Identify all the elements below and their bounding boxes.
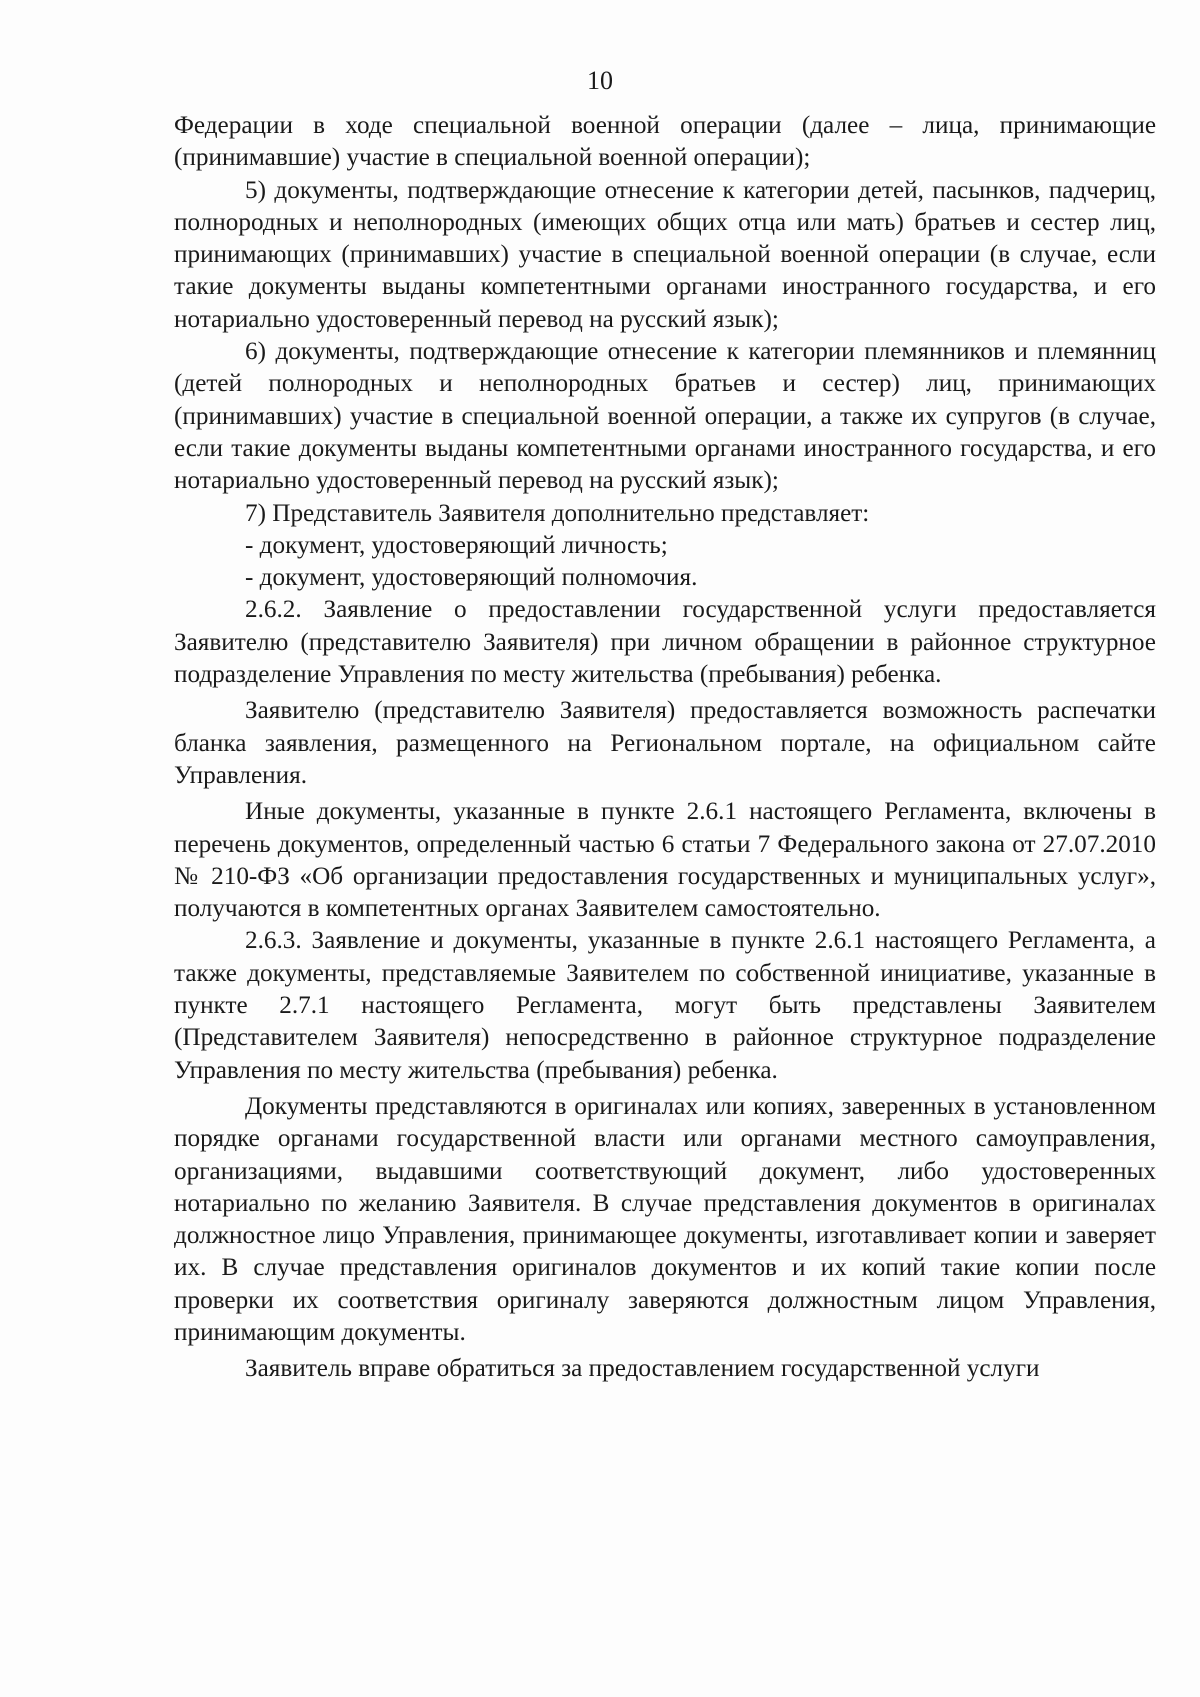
paragraph-2-6-2: 2.6.2. Заявление о предоставлении государственной услуги предоставляется Заявителю (представителю Заявителя) при личном обращении в районное структурное подразделение Управления по месту жительства (пребывания) ребенка.: [174, 596, 1156, 689]
paragraph-dash-identity: - документ, удостоверяющий личность;: [245, 531, 668, 559]
paragraph-dash-authority: - документ, удостоверяющий полномочия.: [245, 564, 698, 592]
paragraph-item-7: 7) Представитель Заявителя дополнительно представляет:: [245, 499, 870, 527]
document-body: [174, 110, 1156, 1386]
paragraph-originals-copies: Документы представляются в оригиналах или копиях, заверенных в установленном порядке органами государственной власти или органами местного самоуправления, организациями, выдавшими соответствующий документ, либо удостоверенных нотариально по желанию Заявителя. В случае представления документов в оригиналах должностное лицо Управления, принимающее документы, изготавливает копии и заверяет их. В случае представления оригиналов документов и их копий такие копии после проверки их соответствия оригиналу заверяются должностным лицом Управления, принимающим документы.: [174, 1092, 1156, 1346]
paragraph-other-documents: Иные документы, указанные в пункте 2.6.1 настоящего Регламента, включены в перечень документов, определенный частью 6 статьи 7 Федерального закона от 27.07.2010 № 210-ФЗ «Об организации предоставления государственных и муниципальных услуг», получаются в компетентных органах Заявителем самостоятельно.: [174, 798, 1156, 923]
paragraph-2-6-3: 2.6.3. Заявление и документы, указанные в пункте 2.6.1 настоящего Регламента, а также документы, представляемые Заявителем по собственной инициативе, указанные в пункте 2.7.1 настоящего Регламента, могут быть представлены Заявителем (Представителем Заявителя) непосредственно в районное структурное подразделение Управления по месту жительства (пребывания) ребенка.: [174, 927, 1156, 1084]
page-number: 10: [587, 66, 613, 95]
paragraph-applicant-right: Заявитель вправе обратиться за предоставлением государственной услуги: [245, 1355, 1040, 1383]
paragraph-blank-printing: Заявителю (представителю Заявителя) предоставляется возможность распечатки бланка заявления, размещенного на Региональном портале, на официальном сайте Управления.: [174, 697, 1156, 789]
paragraph-continuation: Федерации в ходе специальной военной операции (далее – лица, принимающие (принимавшие) участие в специальной военной операции);: [174, 112, 1156, 172]
paragraph-item-5: 5) документы, подтверждающие отнесение к категории детей, пасынков, падчериц, полнородных и неполнородных (имеющих общих отца или мать) братьев и сестер лиц, принимающих (принимавших) участие в специальной военной операции (в случае, если такие документы выданы компетентными органами иностранного государства, и его нотариально удостоверенный перевод на русский язык);: [174, 176, 1156, 333]
paragraph-item-6: 6) документы, подтверждающие отнесение к категории племянников и племянниц (детей полнородных и неполнородных братьев и сестер) лиц, принимающих (принимавших) участие в специальной военной операции, а также их супругов (в случае, если такие документы выданы компетентными органами иностранного государства, и его нотариально удостоверенный перевод на русский язык);: [174, 338, 1156, 495]
